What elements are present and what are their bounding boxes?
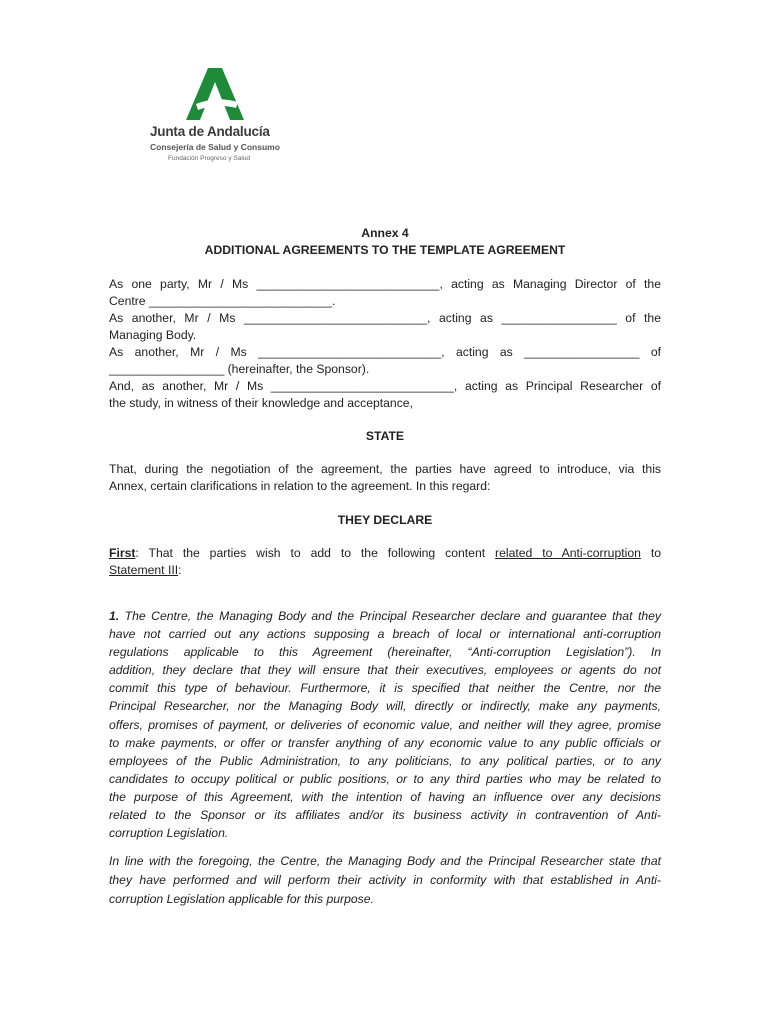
party-line: As another, Mr / Ms ___________________________, acting as _________________ of the [109,311,661,325]
state-line: Annex, certain clarifications in relation to the agreement. In this regard: [109,479,491,493]
andalucia-a-icon [186,68,244,120]
party-line: Centre ___________________________. [109,294,336,308]
first-text: : That the parties wish to add to the following content [135,546,496,560]
clause-line: regulations applicable to this Agreement (hereinafter, “Anti-corruption Legislation”). In [109,645,661,660]
statement-colon: : [178,563,182,577]
clause-line: addition, they declare that they will ensure that their executives, employees or agents do not [109,663,661,678]
document-title: ADDITIONAL AGREEMENTS TO THE TEMPLATE AGREEMENT [204,243,566,257]
clause-line: the purpose of this Agreement, with the intention of having an influence over any decisions [109,789,661,804]
logo-subtitle: Consejería de Salud y Consumo [150,142,280,152]
clause-line: they have performed and will perform their activity in conformity with that established in Anti- [109,873,661,887]
party-line: Managing Body. [109,328,197,342]
clause-line: have not carried out any actions supposing a breach of local or international anti-corruption [109,627,661,642]
clause-line: offers, promises of payment, or deliveries of economic value, and neither will they agree, promise [109,717,661,732]
clause-line: 1. The Centre, the Managing Body and the Principal Researcher declare and guarantee that they [109,609,661,623]
party-line: And, as another, Mr / Ms ___________________________, acting as Principal Researcher of [109,379,661,393]
clause-line: candidates to occupy political or public positions, or to any third parties who may be related to [109,771,661,786]
statement-ref: Statement III [109,563,179,577]
junta-logo [150,68,290,162]
logo-title: Junta de Andalucía [150,124,270,139]
declare-heading: THEY DECLARE [337,513,433,527]
annex-label: Annex 4 [361,226,409,240]
party-line: the study, in witness of their knowledge and acceptance, [109,396,413,410]
state-line: That, during the negotiation of the agreement, the parties have agreed to introduce, via this [109,462,661,476]
party-line: _________________ (hereinafter, the Sponsor). [109,362,370,376]
clause-1-continuation [109,852,661,909]
party-line: As one party, Mr / Ms ___________________________, acting as Managing Director of the [109,277,661,291]
clause-number: 1. [109,609,120,623]
state-text [109,461,661,495]
first-paragraph [109,545,661,579]
clause-line: related to the Sponsor or its affiliates and/or its business activity in contravention of Anti- [109,808,661,823]
clause-line: to make payments, or offer or transfer anything of any economic value to any public officials or [109,735,661,750]
clause-line: corruption Legislation applicable for this purpose. [109,892,374,906]
party-line: As another, Mr / Ms ___________________________, acting as _________________ of [109,345,661,359]
first-line-2 [109,562,661,579]
logo-foundation: Fundación Progreso y Salud [168,155,251,162]
clause-line: commit this type of behaviour. Furthermore, it is specified that neither the Centre, nor the [109,681,661,696]
clause-line: corruption Legislation. [109,826,229,841]
clause-line: employees of the Public Administration, to any politicians, to any political parties, or to any [109,753,661,768]
parties-block [109,276,661,412]
first-text-end: to [640,546,661,560]
state-heading: STATE [365,429,405,443]
clause-line: Principal Researcher, nor the Managing Body will, directly or indirectly, make any payments, [109,699,661,714]
clause-line: In line with the foregoing, the Centre, the Managing Body and the Principal Researcher state that [109,854,661,868]
anti-corruption-link: related to Anti-corruption [495,546,641,560]
first-label: First [109,546,136,560]
first-line [109,545,661,562]
clause-1 [109,607,661,842]
